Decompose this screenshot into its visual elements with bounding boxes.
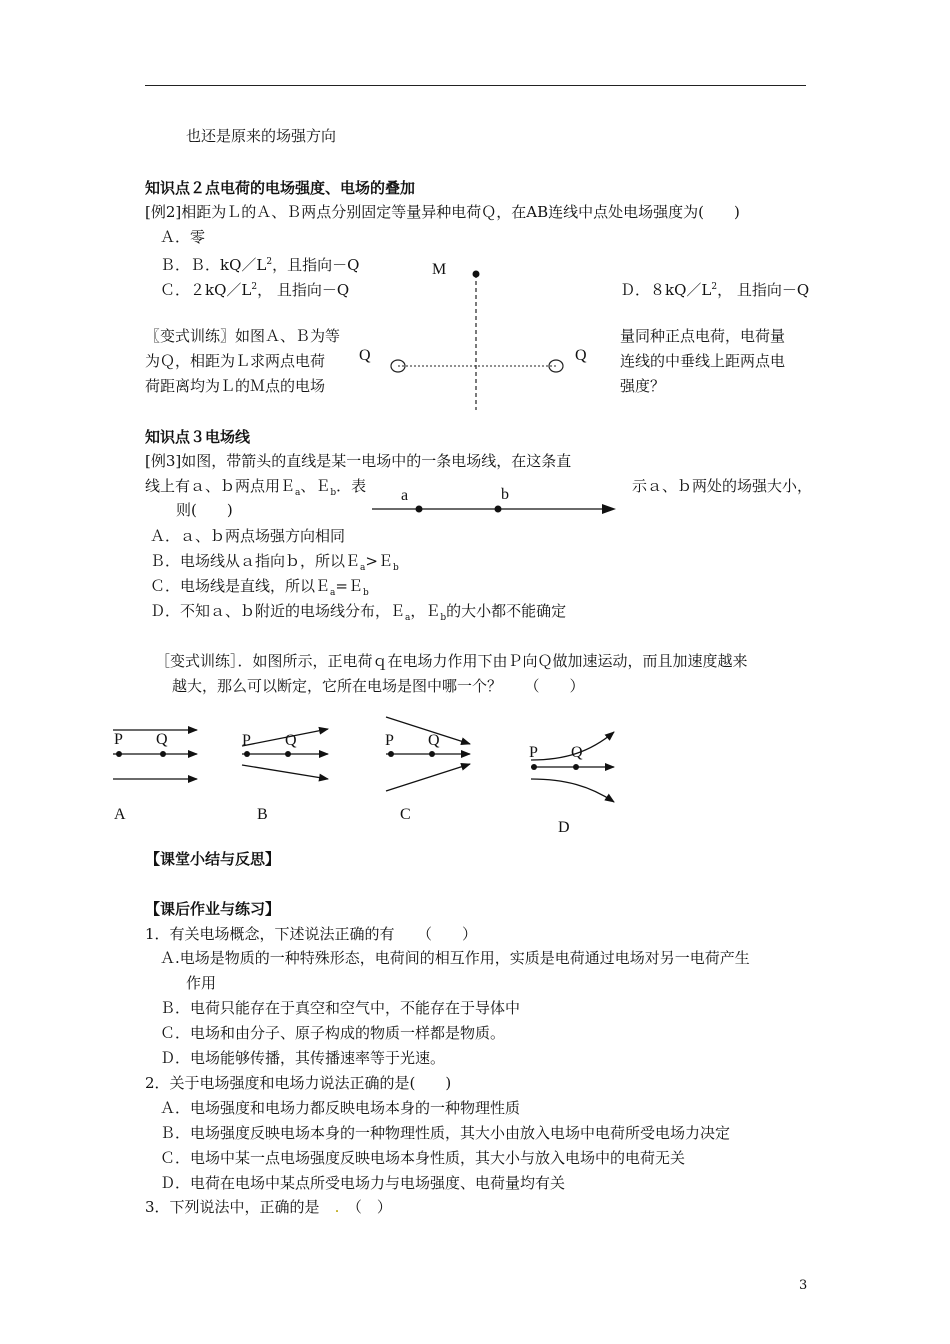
kp2-example-stem: [例2]相距为Ｌ的Ａ、Ｂ两点分别固定等量异种电荷Ｑ，在AB连线中点处电场强度为( ): [145, 203, 740, 221]
hw-q2-option-c: Ｃ．电场中某一点电场强度反映电场本身性质，其大小与放入电场中的电荷无关: [160, 1149, 686, 1167]
option-a-field: [113, 730, 197, 779]
kp2-variant-right-2: 连线的中垂线上距两点电: [620, 352, 786, 370]
hw-q1: 1．有关电场概念，下述说法正确的有 （ ）: [145, 925, 478, 943]
option-c-caption: C: [400, 806, 411, 823]
option-b-p: P: [242, 732, 251, 749]
option-d-caption: D: [558, 819, 570, 836]
label-q-left: Q: [359, 347, 371, 364]
kp2-variant-left-2: 为Ｑ，相距为Ｌ求两点电荷: [145, 352, 326, 370]
kp3-heading: 知识点３电场线: [145, 428, 251, 446]
option-d-p: P: [529, 744, 538, 761]
kp2-option-c: Ｃ．$2kQ/L^2$， 且指向－Q: [160, 281, 350, 299]
hw-q2-option-d: Ｄ．电荷在电场中某点所受电场力与电场强度、电荷量均有关: [160, 1174, 566, 1192]
hw-q2: 2．关于电场强度和电场力说法正确的是( ): [145, 1074, 452, 1092]
option-c-p: P: [385, 732, 394, 749]
hw-q3: 3．下列说法中，正确的是 . （ ）: [145, 1198, 392, 1216]
option-b-caption: B: [257, 806, 268, 823]
label-q-right: Q: [575, 347, 587, 364]
kp2-option-d: Ｄ．$8kQ/L^2$， 且指向－Q: [620, 281, 810, 299]
kp2-variant-left-3: 荷距离均为Ｌ的Ｍ点的电场: [145, 377, 326, 395]
hw-q2-option-b: Ｂ．电场强度反映电场本身的一种物理性质，其大小由放入电场中电荷所受电场力决定: [160, 1124, 731, 1142]
kp2-option-a: Ａ．零: [160, 228, 206, 246]
kp3-option-b: Ｂ．电场线从ａ指向ｂ，所以Ｅ$_a$>Ｅ$_b$: [150, 552, 399, 573]
label-b: b: [501, 486, 509, 503]
summary-heading: 【课堂小结与反思】: [145, 850, 281, 868]
kp3-variant-line-1: ［变式训练］．如图所示，正电荷ｑ在电场力作用下由Ｐ向Ｑ做加速运动，而且加速度越来: [155, 652, 748, 670]
kp2-option-b: Ｂ．Ｂ．$kQ/L^2$，且指向－Q: [160, 256, 360, 274]
kp2-variant-left-1: 〖变式训练〗如图Ａ、Ｂ为等: [145, 327, 341, 345]
hw-q1-option-b: Ｂ．电荷只能存在于真空和空气中，不能存在于导体中: [160, 999, 521, 1017]
option-c-field: [386, 717, 470, 791]
kp3-example-line-3: 则( ): [176, 501, 233, 519]
kp2-heading: 知识点２点电荷的电场强度、电场的叠加: [145, 179, 416, 197]
hw-q1-option-c: Ｃ．电场和由分子、原子构成的物质一样都是物质。: [160, 1024, 506, 1042]
kp3-option-d: Ｄ．不知ａ、ｂ附近的电场线分布，Ｅ$_a$，Ｅ$_b$的大小都不能确定: [150, 602, 567, 623]
kp3-example-line-2-right: 示ａ、ｂ两处的场强大小，: [632, 477, 813, 495]
page-number: 3: [799, 1278, 808, 1293]
option-d-q: Q: [571, 744, 583, 761]
option-c-q: Q: [428, 732, 440, 749]
homework-heading: 【课后作业与练习】: [145, 900, 281, 918]
kp2-variant-right-3: 强度？: [620, 377, 666, 395]
kp3-option-a: Ａ．ａ、ｂ两点场强方向相同: [150, 527, 346, 545]
kp3-example-line-2: 线上有ａ、ｂ两点用Ｅ$_a$、Ｅ$_b$．表: [145, 477, 367, 498]
hw-q2-option-a: Ａ．电场强度和电场力都反映电场本身的一种物理性质: [160, 1099, 521, 1117]
kp3-example-line-1: [例3]如图，带箭头的直线是某一电场中的一条电场线，在这条直: [145, 452, 572, 470]
continuation-text: 也还是原来的场强方向: [186, 127, 337, 145]
label-a: a: [401, 487, 409, 504]
option-b-q: Q: [285, 732, 297, 749]
kp3-variant-line-2: 越大，那么可以断定，它所在电场是图中哪一个？ （ ）: [172, 677, 585, 695]
option-a-p: P: [114, 731, 123, 748]
option-a-caption: A: [114, 806, 126, 823]
kp2-variant-right-1: 量同种正点电荷，电荷量: [620, 327, 786, 345]
kp3-option-c: Ｃ．电场线是直线，所以Ｅ$_a$=Ｅ$_b$: [150, 577, 369, 598]
option-a-q: Q: [156, 731, 168, 748]
hw-q1-option-a-2: 作用: [186, 974, 217, 992]
label-m: M: [432, 261, 447, 278]
hw-q1-option-a-1: Ａ.电场是物质的一种特殊形态，电荷间的相互作用，实质是电荷通过电场对另一电荷产生: [160, 949, 750, 967]
hw-q1-option-d: Ｄ．电场能够传播，其传播速率等于光速。: [160, 1049, 446, 1067]
